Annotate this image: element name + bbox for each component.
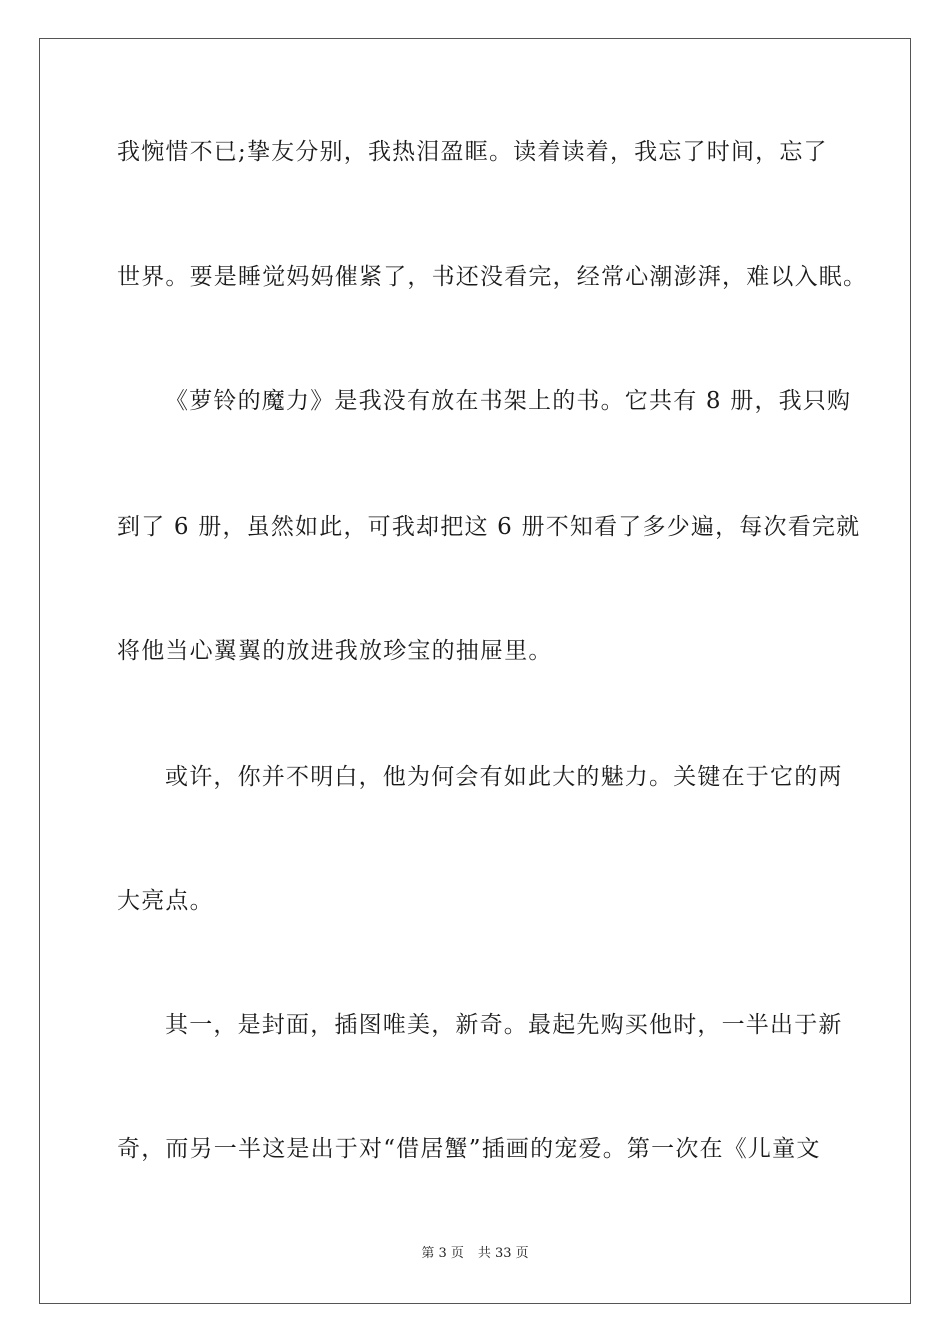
total-pages: 共 33 页 xyxy=(477,1246,529,1261)
page-number: 第 3 页 xyxy=(421,1246,464,1261)
body-line-9: 奇，而另一半这是出于对“借居蟹”插画的宠爱。第一次在《儿童文 xyxy=(117,1136,821,1162)
body-line-6: 或许，你并不明白，他为何会有如此大的魅力。关键在于它的两 xyxy=(165,764,843,790)
page-border xyxy=(39,38,911,1304)
body-line-3: 《萝铃的魔力》是我没有放在书架上的书。它共有 8 册，我只购 xyxy=(165,388,852,414)
body-line-2: 世界。要是睡觉妈妈催紧了，书还没看完，经常心潮澎湃，难以入眠。 xyxy=(117,264,868,290)
body-line-8: 其一，是封面，插图唯美，新奇。最起先购买他时，一半出于新 xyxy=(165,1012,843,1038)
page-footer xyxy=(0,1245,950,1263)
body-line-1: 我惋惜不已;挚友分别，我热泪盈眶。读着读着，我忘了时间，忘了 xyxy=(117,139,828,165)
body-line-4: 到了 6 册，虽然如此，可我却把这 6 册不知看了多少遍，每次看完就 xyxy=(117,514,861,540)
body-line-7: 大亮点。 xyxy=(117,888,214,914)
body-line-5: 将他当心翼翼的放进我放珍宝的抽屉里。 xyxy=(117,638,553,664)
